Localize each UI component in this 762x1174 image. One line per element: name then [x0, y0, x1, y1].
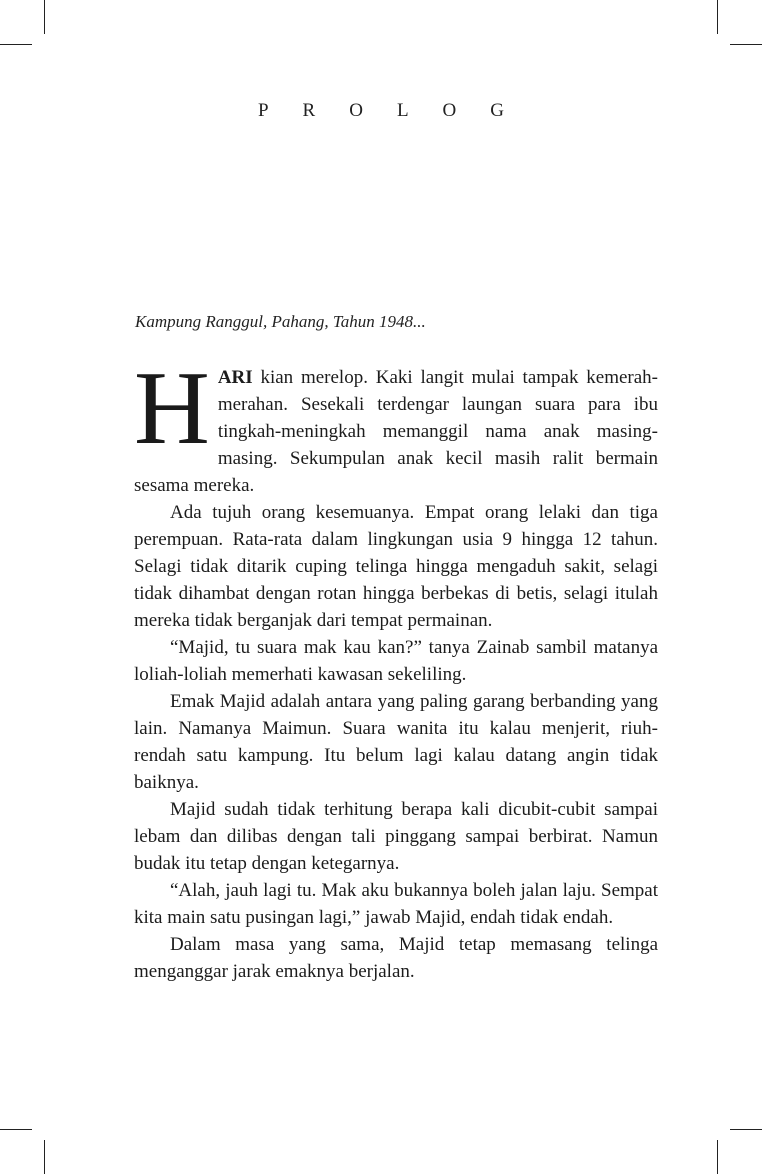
paragraph-1-text: kian merelop. Kaki langit mulai tampak kemerah-merahan. Sesekali terdengar laungan suara para ibu tingkah-meningkah memanggil nama anak masing-masing. Sekumpulan anak kecil masih ralit bermain sesama mereka. [134, 367, 658, 496]
crop-mark-top-left-horizontal [0, 44, 32, 45]
crop-mark-bottom-left-vertical [44, 1140, 45, 1174]
chapter-heading: PROLOG [257, 100, 538, 121]
crop-mark-top-right-vertical [717, 0, 718, 34]
paragraph-3: “Majid, tu suara mak kau kan?” tanya Zainab sambil matanya loliah-loliah memerhati kawasan sekeliling. [134, 637, 658, 685]
crop-mark-bottom-left-horizontal [0, 1129, 32, 1130]
body-text [134, 349, 658, 985]
crop-mark-bottom-right-horizontal [730, 1129, 762, 1130]
paragraph-4: Emak Majid adalah antara yang paling garang berbanding yang lain. Namanya Maimun. Suara wanita itu kalau menjerit, riuh-rendah satu kampung. Itu belum lagi kalau datang angin tidak baiknya. [134, 691, 658, 793]
lead-word: ARI [217, 367, 253, 388]
crop-mark-top-right-horizontal [730, 44, 762, 45]
place-date-line: Kampung Ranggul, Pahang, Tahun 1948... [135, 312, 426, 331]
crop-mark-top-left-vertical [44, 0, 45, 34]
paragraph-7: Dalam masa yang sama, Majid tetap memasang telinga menganggar jarak emaknya berjalan. [134, 934, 658, 982]
paragraph-5: Majid sudah tidak terhitung berapa kali dicubit-cubit sampai lebam dan dilibas dengan tali pinggang sampai berbirat. Namun budak itu tetap dengan ketegarnya. [134, 799, 658, 874]
crop-mark-bottom-right-vertical [717, 1140, 718, 1174]
paragraph-6: “Alah, jauh lagi tu. Mak aku bukannya boleh jalan laju. Sempat kita main satu pusingan lagi,” jawab Majid, endah tidak endah. [134, 880, 658, 928]
paragraph-1 [134, 349, 658, 499]
drop-cap: H [134, 349, 210, 466]
paragraph-2: Ada tujuh orang kesemuanya. Empat orang lelaki dan tiga perempuan. Rata-rata dalam lingkungan usia 9 hingga 12 tahun. Selagi tidak ditarik cuping telinga hingga mengaduh sakit, selagi tidak dihambat dengan rotan hingga berbekas di betis, selagi itulah mereka tidak berganjak dari tempat permainan. [134, 502, 658, 631]
